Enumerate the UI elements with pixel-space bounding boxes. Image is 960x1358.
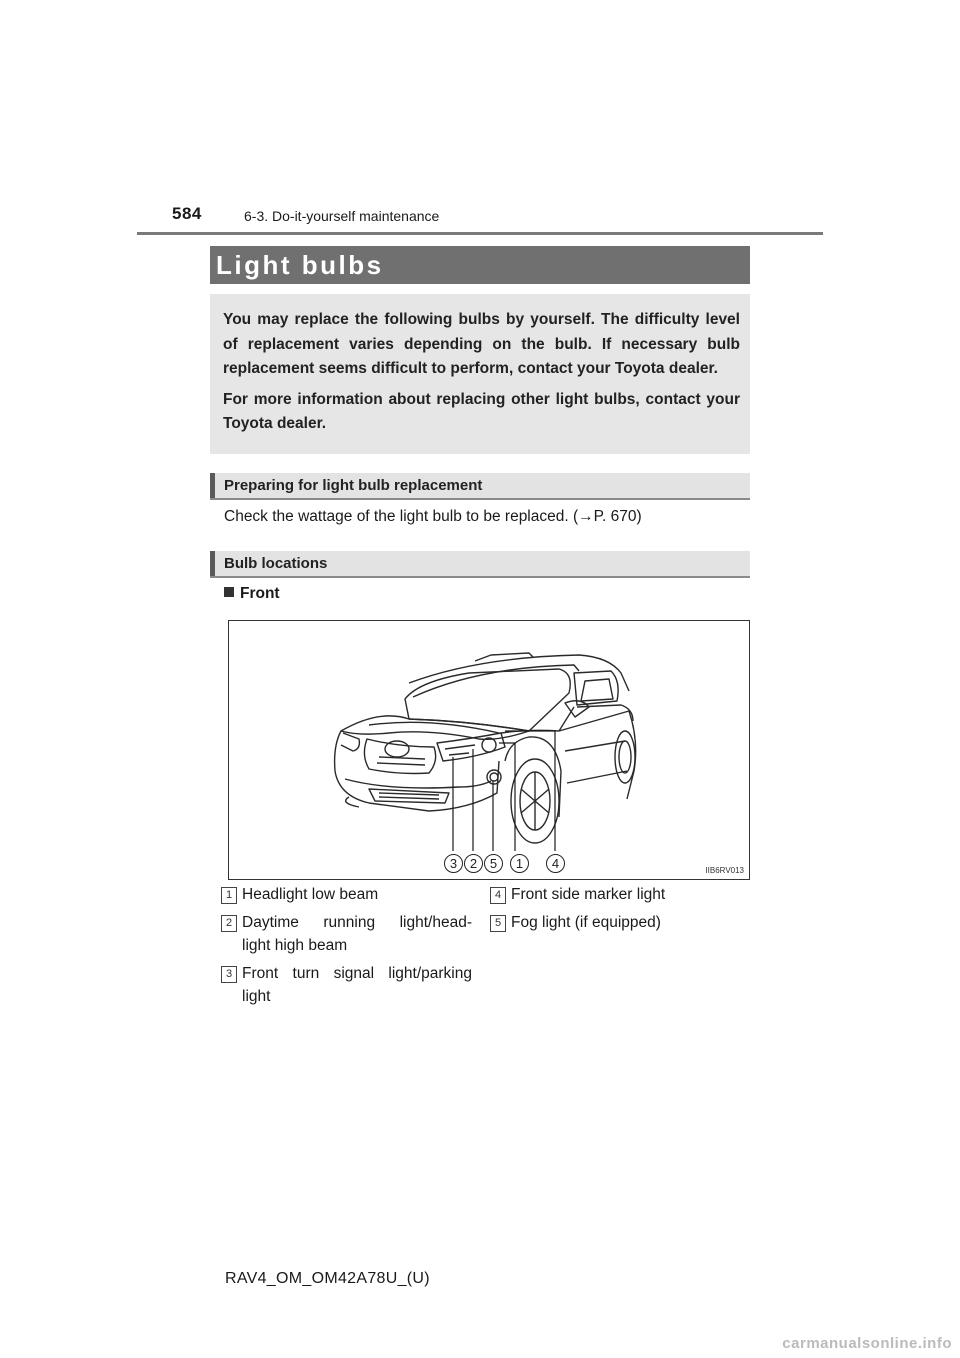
document-code: RAV4_OM_OM42A78U_(U) — [225, 1270, 430, 1287]
header-rule — [137, 232, 823, 235]
legend-text: Fog light (if equipped) — [511, 914, 661, 931]
page-number: 584 — [172, 204, 202, 223]
intro-paragraph: For more information about replacing other light bulbs, contact your Toyota dealer. — [223, 390, 740, 432]
subsection-title: Preparing for light bulb replacement — [224, 477, 483, 494]
legend-number: 1 — [221, 887, 237, 904]
legend-number: 3 — [221, 966, 237, 983]
subsection-title: Bulb locations — [224, 555, 328, 572]
intro-box — [210, 294, 750, 454]
car-figure — [228, 620, 750, 880]
preparing-text: Check the wattage of the light bulb to be replaced. (→P. 670) — [224, 508, 642, 525]
square-bullet-icon — [224, 587, 234, 597]
title-bar — [210, 246, 750, 284]
legend-text: Headlight low beam — [242, 886, 379, 903]
subsection-marker — [210, 473, 215, 498]
callout-2: 2 — [464, 854, 483, 873]
intro-paragraph: You may replace the following bulbs by yourself. The difficulty level of replacement varies depending on the bulb. If necessary bulb replacement seems difficult to perform, contact your Toyota dealer. — [223, 311, 740, 377]
callout-1: 1 — [510, 854, 529, 873]
legend-text: light — [242, 988, 271, 1005]
callout-5: 5 — [484, 854, 503, 873]
subsection-marker — [210, 551, 215, 576]
section-header: 6-3. Do-it-yourself maintenance — [244, 208, 440, 224]
legend-number: 2 — [221, 915, 237, 932]
front-heading-label: Front — [240, 585, 280, 602]
legend-text: Daytime running light/head- — [242, 914, 472, 931]
subsection-header-preparing — [210, 473, 750, 500]
callout-3: 3 — [444, 854, 463, 873]
page-title: Light bulbs — [216, 250, 384, 280]
car-illustration — [229, 621, 749, 879]
legend-text: Front side marker light — [511, 886, 666, 903]
callout-4: 4 — [546, 854, 565, 873]
figure-code: IIB6RV013 — [705, 866, 744, 875]
legend-number: 4 — [490, 887, 506, 904]
front-heading — [224, 585, 280, 603]
legend-number: 5 — [490, 915, 506, 932]
watermark: carmanualsonline.info — [782, 1335, 952, 1352]
subsection-header-locations — [210, 551, 750, 578]
legend-text: light high beam — [242, 937, 348, 954]
legend-text: Front turn signal light/parking — [242, 965, 472, 982]
